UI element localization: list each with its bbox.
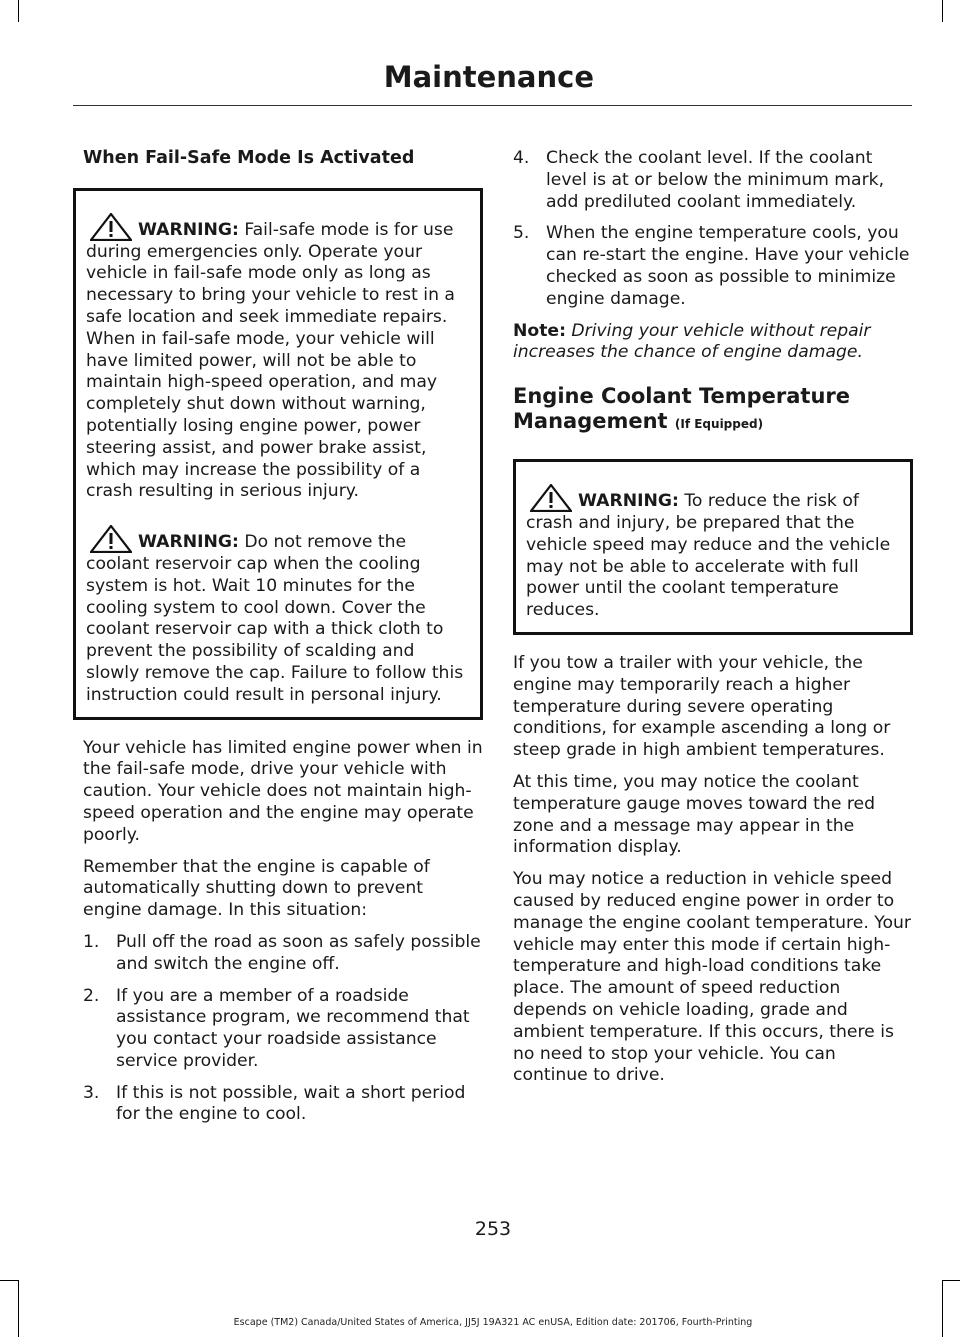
list-item — [83, 932, 483, 976]
step-text: Check the coolant level. If the coolant level is at or below the minimum mark, add prediluted coolant immediately. — [546, 148, 885, 212]
list-item — [83, 986, 483, 1073]
body-paragraph: If you tow a trailer with your vehicle, the engine may temporarily reach a higher temperature during severe operating conditions, for example ascending a long or steep grade in high ambient temperatures. — [513, 652, 891, 761]
warning-box-coolant — [513, 459, 913, 635]
crop-mark-top-left — [18, 0, 19, 22]
step-number: 2. — [83, 985, 100, 1006]
step-list — [83, 932, 483, 1126]
warning-box-fail-safe — [73, 188, 483, 720]
right-column — [513, 148, 913, 1097]
body-paragraph: Your vehicle has limited engine power when in the fail-safe mode, drive your vehicle with caution. Your vehicle does not maintain high-speed operation and the engine may operate poorly. — [83, 737, 483, 845]
note — [513, 321, 913, 365]
step-number: 5. — [513, 223, 530, 244]
warning-label: WARNING: — [578, 491, 679, 512]
section-title: Engine Coolant Temperature Management — [513, 384, 851, 434]
step-text: If you are a member of a roadside assistance program, we recommend that you contact your roadside assistance service provider. — [116, 985, 470, 1071]
step-number: 3. — [83, 1082, 100, 1103]
crop-mark-bottom-right — [942, 1280, 943, 1337]
header-divider — [73, 105, 912, 106]
body-paragraph: At this time, you may notice the coolant temperature gauge moves toward the red zone and a message may appear in the information display. — [513, 771, 876, 858]
warning-item — [86, 213, 472, 503]
warning-item — [526, 484, 902, 622]
warning-triangle-icon — [90, 213, 132, 241]
note-label: Note: — [513, 320, 566, 341]
crop-mark-top-right — [942, 0, 943, 22]
warning-text: Do not remove the coolant reservoir cap when the cooling system is hot. Wait 10 minutes for the cooling system to cool down. Cover the coolant reservoir cap with a thick cloth to prevent the possibility of scalding and slowly remove the cap. Failure to follow this instruction could result in personal injury. — [86, 532, 464, 705]
footer-edition-info: Escape (TM2) Canada/United States of America, JJ5J 19A321 AC enUSA, Edition date: 201706, Fourth-Printing — [233, 1317, 753, 1328]
section-qualifier: (If Equipped) — [674, 417, 764, 432]
warning-item — [86, 525, 472, 706]
warning-triangle-icon — [90, 525, 132, 553]
left-column — [73, 148, 483, 1136]
warning-text: Fail-safe mode is for use during emergencies only. Operate your vehicle in fail-safe mode only as long as necessary to bring your vehicle to rest in a safe location and seek immediate repairs. When in fail-safe mode, your vehicle will have limited power, will not be able to maintain high-speed operation, and may completely shut down without warning, potentially losing engine power, power steering assist, and power brake assist, which may increase the possibility of a crash resulting in serious injury. — [86, 219, 455, 502]
step-number: 4. — [513, 148, 530, 168]
page-title: Maintenance — [383, 60, 594, 94]
step-list — [513, 148, 913, 311]
warning-text: To reduce the risk of crash and injury, be prepared that the vehicle speed may reduce and the vehicle may not be able to accelerate with full power until the coolant temperature reduces. — [526, 491, 891, 621]
step-text: If this is not possible, wait a short period for the engine to cool. — [116, 1082, 466, 1125]
list-item — [83, 1083, 483, 1127]
step-text: Pull off the road as soon as safely possible and switch the engine off. — [116, 931, 481, 974]
warning-label: WARNING: — [138, 219, 239, 240]
warning-label: WARNING: — [138, 532, 239, 553]
page-number: 253 — [474, 1218, 512, 1240]
crop-mark-bottom-left — [18, 1280, 19, 1337]
crop-mark-bottom-right-h — [942, 1280, 960, 1281]
step-text: When the engine temperature cools, you can re-start the engine. Have your vehicle checked as soon as possible to minimize engine damage. — [546, 223, 910, 309]
crop-mark-bottom-left-h — [0, 1280, 18, 1281]
warning-triangle-icon — [530, 484, 572, 512]
note-text: Driving your vehicle without repair increases the chance of engine damage. — [513, 320, 871, 363]
section-heading-fail-safe: When Fail-Safe Mode Is Activated — [83, 148, 415, 168]
section-heading-coolant — [513, 384, 913, 437]
body-paragraph: You may notice a reduction in vehicle speed caused by reduced engine power in order to manage the engine coolant temperature. Your vehicle may enter this mode if certain high-temperature and high-load conditions take place. The amount of speed reduction depends on vehicle loading, grade and ambient temperature. If this occurs, there is no need to stop your vehicle. You can continue to drive. — [513, 869, 911, 1086]
step-number: 1. — [83, 931, 100, 952]
body-paragraph: Remember that the engine is capable of automatically shutting down to prevent engine damage. In this situation: — [83, 856, 430, 921]
list-item — [513, 223, 913, 310]
list-item — [513, 148, 913, 213]
